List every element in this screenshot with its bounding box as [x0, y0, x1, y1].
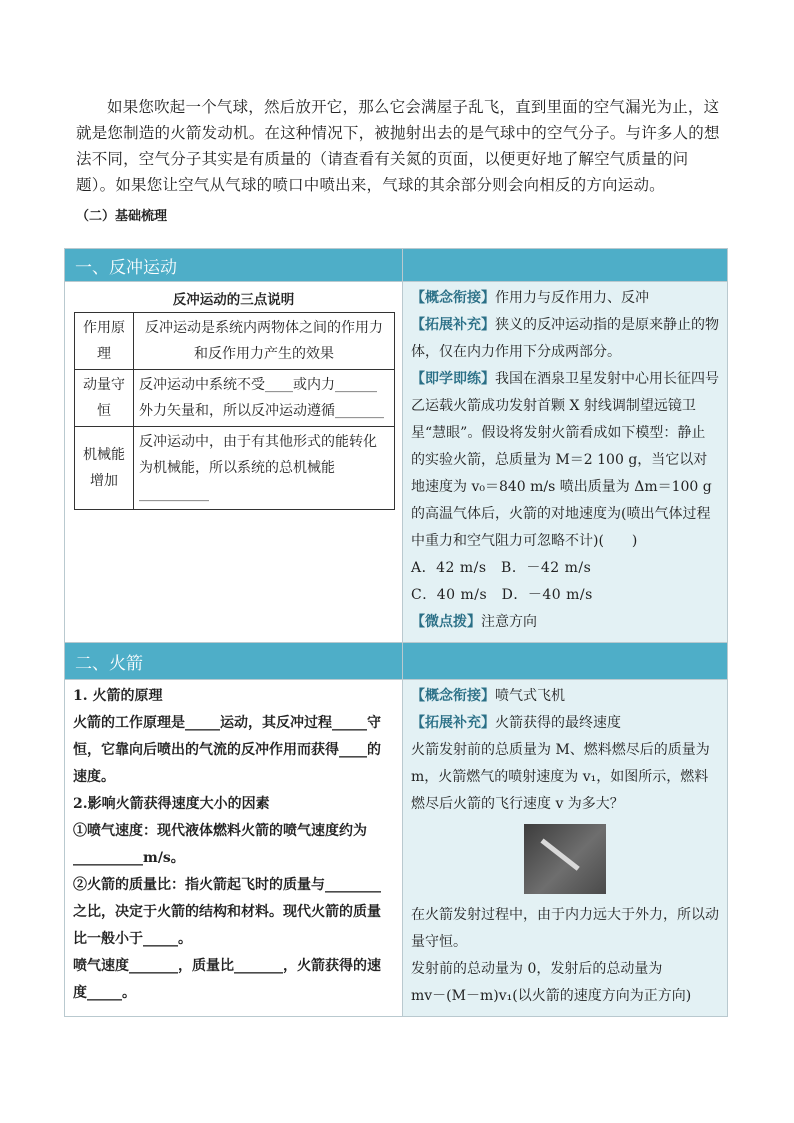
section2-header-blank: [403, 643, 728, 680]
row-key: 动量守恒: [75, 370, 134, 427]
mass-ratio-text: ②火箭的质量比：指火箭起飞时的质量与________之比，决定于火箭的结构和材料。现代火箭的质量比一般小于_____。: [73, 877, 381, 947]
section1-content-row: [65, 282, 728, 643]
rocket-principle-text: 火箭的工作原理是_____运动，其反冲过程_____守恒，它靠向后喷出的气流的反冲作用而获得____的速度。: [73, 715, 381, 785]
concept-link: 【概念衔接】作用力与反作用力、反冲: [411, 290, 649, 306]
tip-note: 【微点拨】注意方向: [411, 614, 537, 630]
section1-title: 一、反冲运动: [65, 249, 403, 282]
section2-right-cell: [403, 680, 728, 1017]
section2-content-row: [65, 680, 728, 1017]
momentum-formula: mv－(M－m)v₁(以火箭的速度方向为正方向): [411, 988, 692, 1004]
recoil-explanation-table: [74, 312, 395, 510]
section1-header-blank: [403, 249, 728, 282]
total-momentum-text: 发射前的总动量为 0，发射后的总动量为: [411, 961, 663, 977]
answer-options-ab: A．42 m/s B．－42 m/s: [411, 560, 592, 576]
rocket-speed-factors-heading: 2.影响火箭获得速度大小的因素: [73, 796, 270, 812]
intro-paragraph: 如果您吹起一个气球，然后放开它，那么它会满屋子乱飞，直到里面的空气漏光为止，这就是您制造的火箭发动机。在这种情况下，被抛射出去的是气球中的空气分子。与许多人的想法不同，空气分子其实是有质量的（请查看有关氮的页面，以便更好地了解空气质量的问题）。如果您让空气从气球的喷口中喷出来，气球的其余部分则会向相反的方向运动。: [76, 98, 720, 194]
section2-title: 二、火箭: [65, 643, 403, 680]
section-subheading: （二）基础梳理: [76, 209, 168, 224]
table-row: [75, 370, 395, 427]
momentum-conservation-text: 在火箭发射过程中，由于内力远大于外力，所以动量守恒。: [411, 907, 719, 950]
rocket-launch-photo: [524, 824, 606, 894]
recoil-box-title: 反冲运动的三点说明: [172, 292, 295, 308]
speed-summary-text: 喷气速度_______，质量比_______，火箭获得的速度_____。: [73, 958, 381, 1001]
extension-note: 【拓展补充】火箭获得的最终速度: [411, 715, 621, 731]
section1-left-cell: [65, 282, 403, 643]
rocket-question: 火箭发射前的总质量为 M、燃料燃尽后的质量为 m，火箭燃气的喷射速度为 v₁，如图所示，燃料燃尽后火箭的飞行速度 v 为多大？: [411, 742, 710, 812]
table-row: [75, 313, 395, 370]
extension-note: 【拓展补充】狭义的反冲运动指的是原来静止的物体，仅在内力作用下分成两部分。: [411, 317, 719, 360]
concept-link: 【概念衔接】喷气式飞机: [411, 688, 565, 704]
answer-options-cd: C．40 m/s D．－40 m/s: [411, 587, 593, 603]
table-row: [75, 427, 395, 510]
section2-left-cell: [65, 680, 403, 1017]
rocket-principle-heading: 1. 火箭的原理: [73, 688, 163, 704]
study-table: [64, 248, 728, 1017]
row-key: 机械能增加: [75, 427, 134, 510]
row-value: 反冲运动中系统不受____或内力______外力矢量和，所以反冲运动遵循_______: [134, 370, 395, 427]
section2-header-row: [65, 643, 728, 680]
section1-header-row: [65, 249, 728, 282]
row-value: 反冲运动中，由于有其他形式的能转化为机械能，所以系统的总机械能__________: [134, 427, 395, 510]
row-value: 反冲运动是系统内两物体之间的作用力和反作用力产生的效果: [134, 313, 395, 370]
section1-right-cell: [403, 282, 728, 643]
exhaust-speed-text: ①喷气速度：现代液体燃料火箭的喷气速度约为__________m/s。: [73, 823, 367, 866]
row-key: 作用原理: [75, 313, 134, 370]
practice-question: 【即学即练】我国在酒泉卫星发射中心用长征四号乙运载火箭成功发射首颗 X 射线调制望远镜卫星“慧眼”。假设将发射火箭看成如下模型：静止的实验火箭，总质量为 M＝2 100 g，当它以对地速度为 v₀＝840 m/s 喷出质量为 Δm＝100 g 的高温气体后，火箭的对地速度为(喷出气体过程中重力和空气阻力可忽略不计)( ): [411, 371, 719, 549]
